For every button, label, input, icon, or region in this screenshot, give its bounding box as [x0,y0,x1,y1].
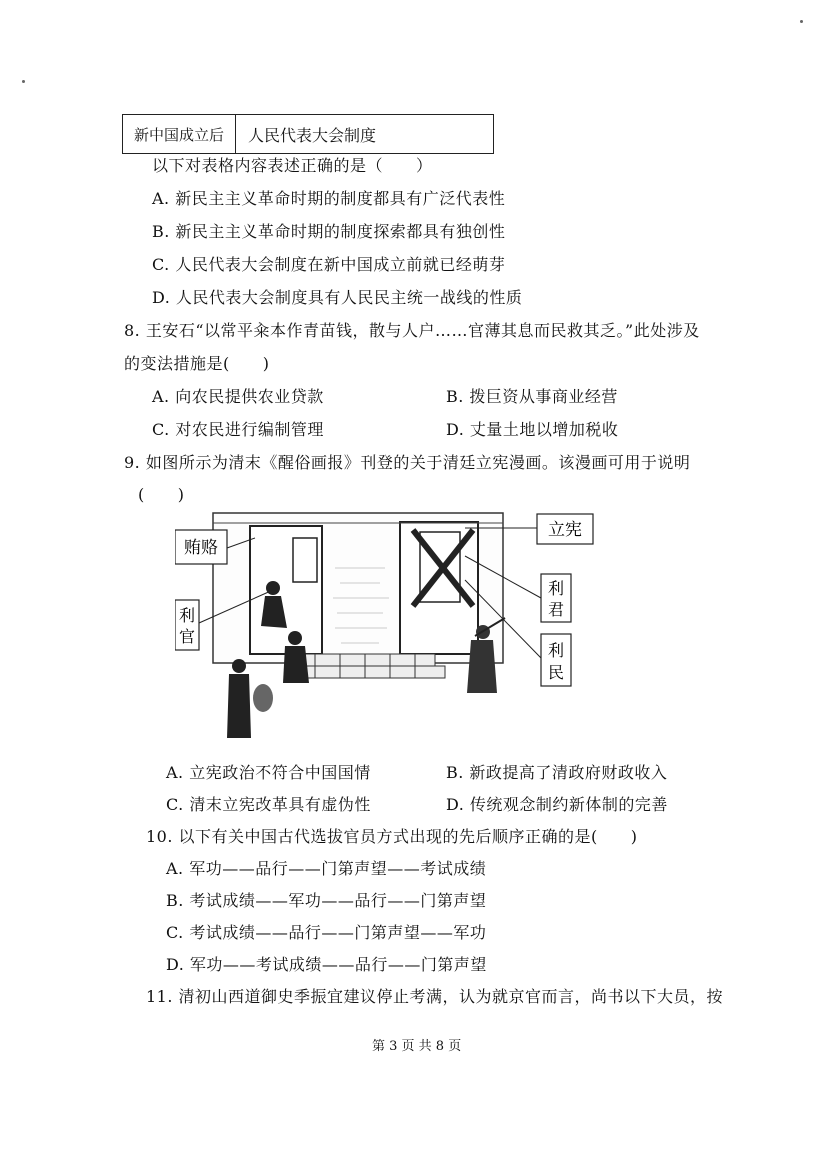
q7-stem: 以下对表格内容表述正确的是（ ） [152,156,433,175]
q8-stem-line2: 的变法措施是( ) [124,354,270,373]
q11-stem-line1: 11. 清初山西道御史季振宜建议停止考满，认为就京官而言，尚书以下大员，按 [146,987,724,1006]
system-table [122,114,494,154]
label-bribe: 贿赂 [184,538,218,558]
q9-option-d: D. 传统观念制约新体制的完善 [446,795,668,814]
q9-stem-line1: 9. 如图所示为清末《醒俗画报》刊登的关于清廷立宪漫画。该漫画可用于说明 [124,453,691,472]
q10-option-a: A. 军功——品行——门第声望——考试成绩 [166,859,487,878]
q10-option-c: C. 考试成绩——品行——门第声望——军功 [166,923,487,942]
q8-option-c: C. 对农民进行编制管理 [152,420,324,439]
q10-stem: 10. 以下有关中国古代选拔官员方式出现的先后顺序正确的是( ) [146,827,638,846]
svg-text:君: 君 [547,600,565,619]
label-official-benefit-1: 利 [178,606,196,625]
svg-text:民: 民 [547,663,565,682]
q10-option-d: D. 军功——考试成绩——品行——门第声望 [166,955,487,974]
q7-option-a: A. 新民主主义革命时期的制度都具有广泛代表性 [152,189,506,208]
stone-steps [285,654,445,678]
q9-option-b: B. 新政提高了清政府财政收入 [446,763,668,782]
q10-option-b: B. 考试成绩——军功——品行——门第声望 [166,891,487,910]
table-row-value: 人民代表大会制度 [248,125,377,145]
label-official-benefit-2: 官 [178,627,196,646]
q9-stem-line2: ( ) [138,485,185,504]
scan-speck [22,80,25,83]
left-door-plaque [293,538,317,582]
scan-speck [800,20,803,23]
q8-option-a: A. 向农民提供农业贷款 [152,387,324,406]
table-row-label: 新中国成立后 [123,115,236,153]
constitution-cartoon-figure [175,508,615,748]
label-constitution: 立宪 [548,520,582,540]
q7-option-b: B. 新民主主义革命时期的制度探索都具有独创性 [152,222,506,241]
q9-option-a: A. 立宪政治不符合中国国情 [166,763,371,782]
q8-option-d: D. 丈量土地以增加税收 [446,420,619,439]
q8-option-b: B. 拨巨资从事商业经营 [446,387,618,406]
page-footer: 第 3 页 共 8 页 [372,1039,462,1054]
svg-text:利: 利 [547,579,565,598]
q9-option-c: C. 清末立宪改革具有虚伪性 [166,795,371,814]
q7-option-c: C. 人民代表大会制度在新中国成立前就已经萌芽 [152,255,506,274]
q8-stem-line1: 8. 王安石“以常平籴本作青苗钱，散与人户……官薄其息而民救其乏。”此处涉及 [124,321,700,340]
svg-text:利: 利 [547,641,565,660]
q7-option-d: D. 人民代表大会制度具有人民民主统一战线的性质 [152,288,523,307]
